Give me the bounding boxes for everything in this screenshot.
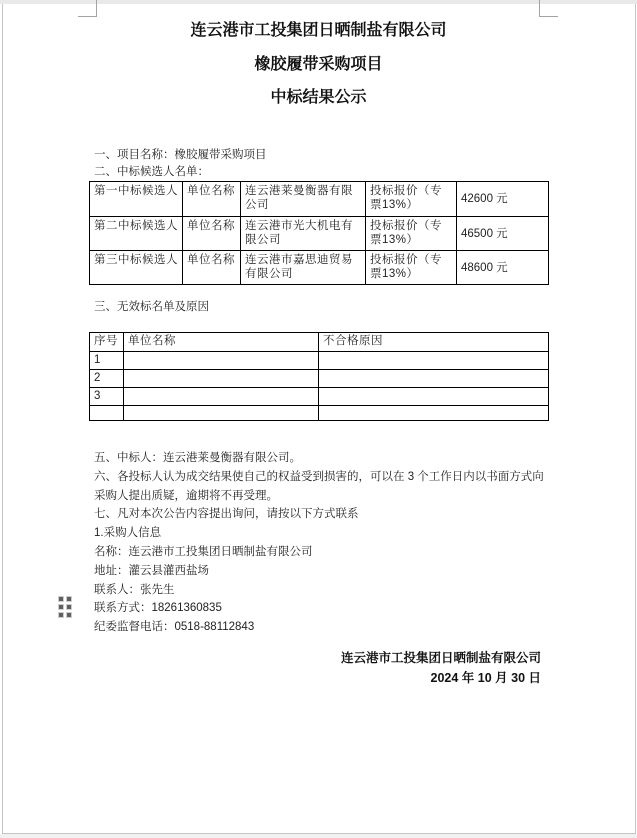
contact-phone: 联系方式：18261360835 <box>94 602 222 615</box>
reason-cell <box>319 406 549 421</box>
margin-crop-mark-top-right <box>539 0 540 16</box>
page-left-edge <box>2 4 3 834</box>
paragraph-winner: 五、中标人：连云港莱曼衡器有限公司。 <box>94 452 301 464</box>
supervision-phone: 纪委监督电话：0518-88112843 <box>94 621 255 634</box>
bid-amount: 46500 元 <box>457 217 549 251</box>
drag-handle-dot <box>67 605 71 609</box>
row-number: 1 <box>90 352 124 370</box>
table-header-row <box>90 333 549 352</box>
col-header-unit: 单位名称 <box>124 333 319 352</box>
candidate-rank: 第三中标候选人 <box>90 251 183 285</box>
contact-person: 联系人：张先生 <box>94 583 175 596</box>
unit-name-cell <box>124 352 319 370</box>
table-row <box>90 182 549 217</box>
table-row <box>90 217 549 251</box>
row-number: 2 <box>90 370 124 388</box>
unit-name-label: 单位名称 <box>183 182 241 217</box>
section-project-name: 一、项目名称：橡胶履带采购项目 <box>94 149 267 161</box>
margin-crop-mark-top-right <box>539 16 558 17</box>
candidate-company: 连云港莱曼衡器有限公司 <box>241 182 366 217</box>
signature-date: 2024 年 10 月 30 日 <box>430 671 541 685</box>
bid-price-label: 投标报价（专票13%） <box>366 251 457 285</box>
bid-amount: 42600 元 <box>457 182 549 217</box>
unit-name-cell <box>124 406 319 421</box>
purchaser-info-heading: 1.采购人信息 <box>94 527 162 540</box>
invalid-bids-table <box>89 332 549 421</box>
margin-crop-mark-top-left <box>96 0 97 16</box>
row-number <box>90 406 124 421</box>
table-row <box>90 251 549 285</box>
bid-amount: 48600 元 <box>457 251 549 285</box>
col-header-reason: 不合格原因 <box>319 333 549 352</box>
table-row <box>90 352 549 370</box>
candidate-rank: 第二中标候选人 <box>90 217 183 251</box>
reason-cell <box>319 352 549 370</box>
document-title-project: 橡胶履带采购项目 <box>254 56 383 73</box>
unit-name-cell <box>124 388 319 406</box>
document-title-announcement: 中标结果公示 <box>270 89 367 106</box>
candidate-rank: 第一中标候选人 <box>90 182 183 217</box>
reason-cell <box>319 370 549 388</box>
reason-cell <box>319 388 549 406</box>
paragraph-drag-handle[interactable] <box>59 597 71 617</box>
signature-company: 连云港市工投集团日晒制盐有限公司 <box>340 651 541 665</box>
table-row <box>90 406 549 421</box>
body-paragraphs <box>94 449 546 637</box>
bid-price-label: 投标报价（专票13%） <box>366 182 457 217</box>
unit-name-label: 单位名称 <box>183 217 241 251</box>
unit-name-label: 单位名称 <box>183 251 241 285</box>
paragraph-objection-rule: 六、各投标人认为成交结果使自己的权益受到损害的，可以在 3 个工作日内以书面方式向采购人提出质疑，逾期将不再受理。 <box>94 470 544 502</box>
drag-handle-dot <box>59 597 63 601</box>
signature-block <box>341 648 541 688</box>
drag-handle-dot <box>59 613 63 617</box>
drag-handle-dot <box>59 605 63 609</box>
row-number: 3 <box>90 388 124 406</box>
document-title-company: 连云港市工投集团日晒制盐有限公司 <box>190 22 447 39</box>
bid-price-label: 投标报价（专票13%） <box>366 217 457 251</box>
drag-handle-dot <box>67 597 71 601</box>
candidates-table <box>89 181 549 285</box>
paragraph-contact-intro: 七、凡对本次公告内容提出询问，请按以下方式联系 <box>94 508 359 521</box>
margin-crop-mark-top-left <box>78 16 97 17</box>
drag-handle-dot <box>67 613 71 617</box>
page-bottom-band <box>0 834 637 838</box>
section-candidates-heading: 二、中标候选人名单： <box>94 166 209 178</box>
candidate-company: 连云港市嘉思迪贸易有限公司 <box>241 251 366 285</box>
purchaser-name: 名称：连云港市工投集团日晒制盐有限公司 <box>94 545 313 558</box>
unit-name-cell <box>124 370 319 388</box>
candidate-company: 连云港市光大机电有限公司 <box>241 217 366 251</box>
table-row <box>90 388 549 406</box>
section-invalid-bids-heading: 三、无效标名单及原因 <box>94 301 209 313</box>
col-header-no: 序号 <box>90 333 124 352</box>
table-row <box>90 370 549 388</box>
page-right-edge <box>635 4 636 834</box>
purchaser-address: 地址：灌云县灌西盐场 <box>94 564 209 577</box>
